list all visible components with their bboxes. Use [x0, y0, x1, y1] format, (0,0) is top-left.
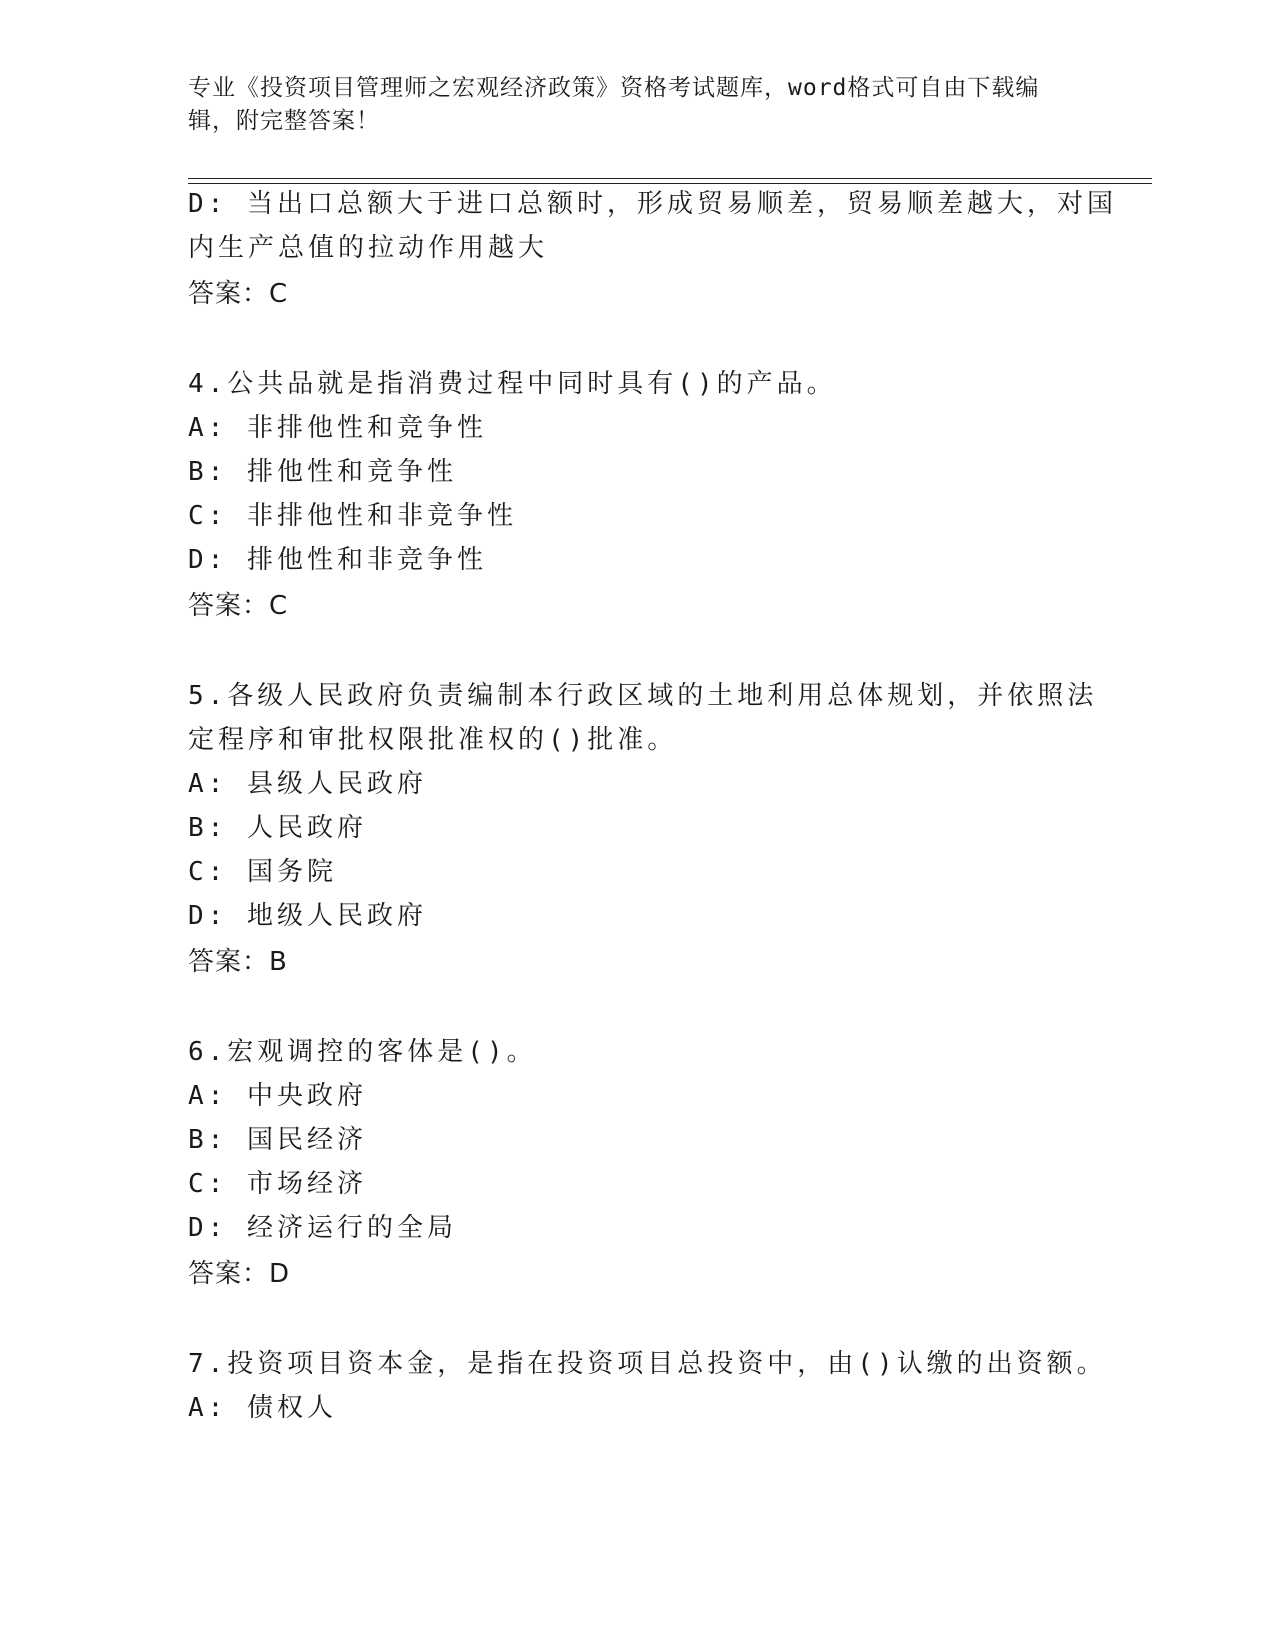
question-line: 5.各级人民政府负责编制本行政区域的土地利用总体规划，并依照法 — [188, 681, 1098, 711]
answer-line: 答案：C — [188, 591, 289, 621]
header-line-1: 专业《投资项目管理师之宏观经济政策》资格考试题库，word格式可自由下载编 — [188, 75, 1040, 101]
option-line: C: 国务院 — [188, 857, 337, 887]
option-line: A: 中央政府 — [188, 1081, 367, 1111]
option-line: C: 市场经济 — [188, 1169, 367, 1199]
option-line: C: 非排他性和非竞争性 — [188, 501, 517, 531]
answer-line: 答案：D — [188, 1259, 291, 1289]
option-line: 内生产总值的拉动作用越大 — [188, 233, 549, 263]
option-line: D: 经济运行的全局 — [188, 1213, 457, 1243]
answer-line: 答案：C — [188, 279, 289, 309]
option-line: D: 当出口总额大于进口总额时，形成贸易顺差，贸易顺差越大，对国 — [188, 189, 1117, 219]
question-line: 6.宏观调控的客体是()。 — [188, 1037, 537, 1067]
option-line: A: 债权人 — [188, 1393, 337, 1423]
document-header — [188, 72, 1068, 138]
question-line: 4.公共品就是指消费过程中同时具有()的产品。 — [188, 369, 837, 399]
option-line: A: 县级人民政府 — [188, 769, 427, 799]
option-line: A: 非排他性和竞争性 — [188, 413, 487, 443]
question-line: 定程序和审批权限批准权的()批准。 — [188, 725, 678, 755]
answer-line: 答案：B — [188, 947, 288, 977]
option-line: B: 人民政府 — [188, 813, 367, 843]
option-line: D: 地级人民政府 — [188, 901, 427, 931]
header-divider-top — [188, 178, 1152, 179]
option-line: D: 排他性和非竞争性 — [188, 545, 487, 575]
question-line: 7.投资项目资本金，是指在投资项目总投资中，由()认缴的出资额。 — [188, 1349, 1107, 1379]
header-line-2: 辑，附完整答案！ — [188, 108, 380, 134]
option-line: B: 国民经济 — [188, 1125, 367, 1155]
option-line: B: 排他性和竞争性 — [188, 457, 457, 487]
